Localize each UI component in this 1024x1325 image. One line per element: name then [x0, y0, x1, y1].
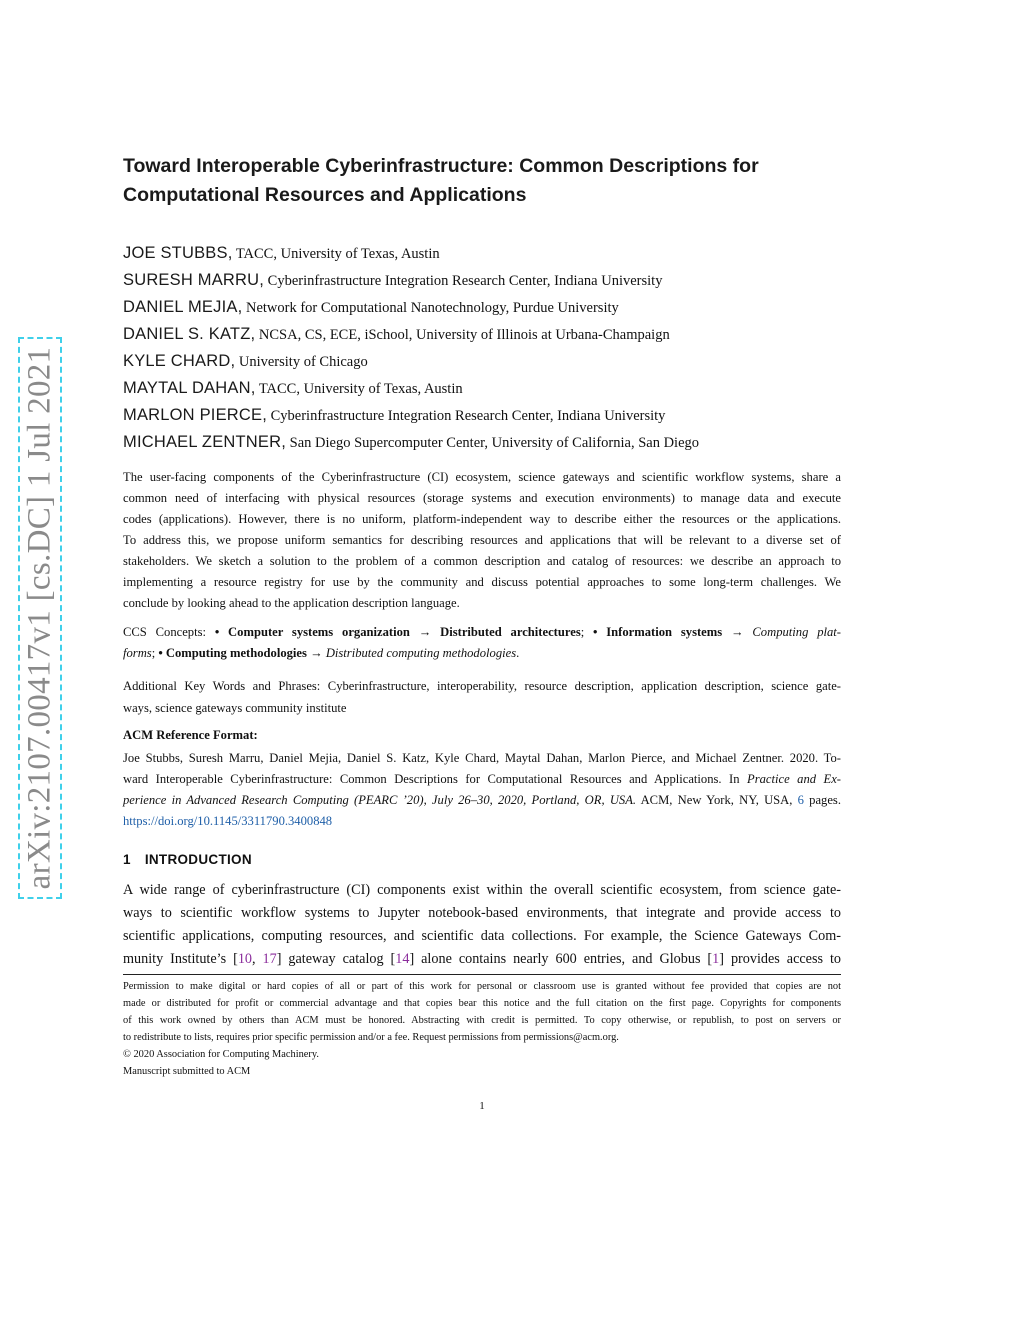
doi-link[interactable]: https://doi.org/10.1145/3311790.3400848	[123, 814, 333, 828]
body-text: ,	[252, 951, 263, 967]
ccs-line-1	[123, 622, 841, 643]
author-entry	[123, 294, 883, 321]
ccs-line-2	[123, 643, 841, 664]
footnote-line: of this work owned by others than ACM must be honored. Abstracting with credit is permitted. To copy otherwise, or republish, to post on servers or	[123, 1015, 841, 1026]
author-name: JOE STUBBS,	[123, 244, 233, 262]
body-text: ] gateway catalog [	[276, 951, 396, 967]
author-entry	[123, 348, 883, 375]
body-text: ] provides access to	[719, 951, 841, 967]
author-name: SURESH MARRU,	[123, 271, 265, 289]
abstract	[123, 467, 841, 614]
author-affiliation: TACC, University of Texas, Austin	[232, 246, 440, 262]
acm-reference	[123, 748, 841, 832]
body-text: munity Institute’s [	[123, 951, 238, 967]
introduction-body	[123, 879, 841, 971]
ccs-concept: forms	[123, 646, 152, 660]
author-entry	[123, 321, 883, 348]
arxiv-identifier: arXiv:2107.00417v1 [cs.DC] 1 Jul 2021	[21, 346, 58, 890]
body-line: ways to scientific workflow systems to Jupyter notebook-based environments, that integrate and provide access to	[123, 905, 841, 921]
citation-link[interactable]: 1	[712, 951, 720, 967]
author-entry	[123, 429, 883, 456]
acm-reference-line	[123, 790, 841, 811]
author-affiliation: University of Chicago	[235, 354, 368, 370]
body-line: scientific applications, computing resources, and scientific data collections. For example, the Science Gateways Com-	[123, 928, 841, 944]
author-affiliation: Cyberinfrastructure Integration Research Center, Indiana University	[264, 273, 663, 289]
ccs-label: CCS Concepts:	[123, 625, 215, 639]
keywords-line: Additional Key Words and Phrases: Cyberinfrastructure, interoperability, resource description, application description, science gate-	[123, 679, 841, 693]
author-entry	[123, 240, 883, 267]
acm-reference-venue: Practice and Ex-	[747, 772, 841, 786]
section-heading	[123, 852, 252, 867]
acm-reference-line	[123, 811, 841, 832]
author-name: KYLE CHARD,	[123, 352, 236, 370]
author-entry	[123, 375, 883, 402]
ccs-concept: Computing plat-	[752, 625, 841, 639]
ccs-end: .	[516, 646, 520, 660]
title-line-1: Toward Interoperable Cyberinfrastructure: Common Descriptions for	[123, 155, 759, 177]
footnote-line: made or distributed for profit or commercial advantage and that copies bear this notice and the full citation on the first page. Copyrights for components	[123, 998, 841, 1009]
abstract-line: codes (applications). However, there is no uniform, platform-independent way to describe either the resources or the applications.	[123, 512, 841, 526]
author-name: MAYTAL DAHAN,	[123, 379, 256, 397]
author-name: DANIEL MEJIA,	[123, 298, 243, 316]
acm-reference-venue: perience in Advanced Research Computing (PEARC ’20), July 26–30, 2020, Portland, OR, USA.	[123, 793, 637, 807]
citation-link[interactable]: 10	[237, 951, 252, 967]
author-entry	[123, 402, 883, 429]
abstract-line: conclude by looking ahead to the application description language.	[123, 596, 460, 610]
author-entry	[123, 267, 883, 294]
author-affiliation: Cyberinfrastructure Integration Research Center, Indiana University	[267, 408, 666, 424]
keywords-line: ways, science gateways community institute	[123, 701, 347, 715]
author-list	[123, 240, 883, 456]
ccs-bullet: • Information systems	[593, 625, 723, 639]
abstract-line: stakeholders. We sketch a solution to the problem of a common description and catalog of resources: we describe an approach to	[123, 554, 841, 568]
manuscript-note: Manuscript submitted to ACM	[123, 1066, 251, 1077]
title-line-2: Computational Resources and Applications	[123, 184, 527, 206]
author-affiliation: Network for Computational Nanotechnology, Purdue University	[242, 300, 619, 316]
footnote-divider	[123, 974, 841, 975]
ccs-separator: ;	[151, 646, 159, 660]
author-affiliation: NCSA, CS, ECE, iSchool, University of Illinois at Urbana-Champaign	[255, 327, 670, 343]
ccs-arrow: →	[306, 646, 326, 660]
acm-reference-text: ACM, New York, NY, USA,	[636, 793, 798, 807]
keywords	[123, 675, 841, 719]
abstract-line: common need of interfacing with physical resources (storage systems and execution environments) to manage data and execute	[123, 491, 841, 505]
page-number: 1	[479, 1100, 485, 1112]
ccs-arrow: →	[409, 625, 441, 639]
abstract-line: To address this, we propose uniform semantics for describing resources and applications that will be relevant to a diverse set of	[123, 533, 841, 547]
author-name: DANIEL S. KATZ,	[123, 325, 256, 343]
ccs-concept: Distributed architectures	[440, 625, 581, 639]
body-text: ] alone contains nearly 600 entries, and Globus [	[409, 951, 713, 967]
footnote-line: Permission to make digital or hard copies of all or part of this work for personal or classroom use is granted without fee provided that copies are not	[123, 981, 841, 992]
citation-link[interactable]: 17	[262, 951, 277, 967]
section-number: 1	[123, 852, 131, 867]
author-name: MARLON PIERCE,	[123, 406, 267, 424]
copyright-notice: © 2020 Association for Computing Machinery.	[123, 1049, 319, 1060]
acm-reference-text: ward Interoperable Cyberinfrastructure: Common Descriptions for Computational Resources and Applications. In	[123, 772, 748, 786]
abstract-line: The user-facing components of the Cyberinfrastructure (CI) ecosystem, science gateways and scientific workflow systems, share a	[123, 470, 841, 484]
page-title	[123, 152, 823, 210]
author-affiliation: TACC, University of Texas, Austin	[255, 381, 463, 397]
pages-link[interactable]: 6	[797, 793, 804, 807]
abstract-line: implementing a resource registry for use by the community and discuss potential approaches to some long-term challenges. We	[123, 575, 841, 589]
footnote-line: to redistribute to lists, requires prior specific permission and/or a fee. Request permissions from permissions@acm.org.	[123, 1032, 619, 1043]
author-name: MICHAEL ZENTNER,	[123, 433, 287, 451]
author-affiliation: San Diego Supercomputer Center, University of California, San Diego	[286, 435, 700, 451]
body-line	[123, 948, 841, 971]
ccs-bullet: • Computing methodologies	[158, 646, 307, 660]
body-line: A wide range of cyberinfrastructure (CI) components exist within the overall scientific ecosystem, from science gate-	[123, 882, 841, 898]
ccs-arrow: →	[722, 625, 753, 639]
acm-reference-text: pages.	[803, 793, 841, 807]
ccs-concepts	[123, 622, 841, 664]
arxiv-stamp	[18, 337, 62, 899]
ccs-concept: Distributed computing methodologies	[325, 646, 517, 660]
citation-link[interactable]: 14	[395, 951, 410, 967]
acm-reference-label: ACM Reference Format:	[123, 728, 258, 742]
section-title: INTRODUCTION	[144, 852, 252, 867]
ccs-separator: ;	[580, 625, 594, 639]
ccs-bullet: • Computer systems organization	[214, 625, 410, 639]
acm-reference-line: Joe Stubbs, Suresh Marru, Daniel Mejia, Daniel S. Katz, Kyle Chard, Maytal Dahan, Marlon Pierce, and Michael Zentner. 2020. To-	[123, 751, 841, 765]
permission-footnote	[123, 978, 841, 1046]
acm-reference-line	[123, 769, 841, 790]
